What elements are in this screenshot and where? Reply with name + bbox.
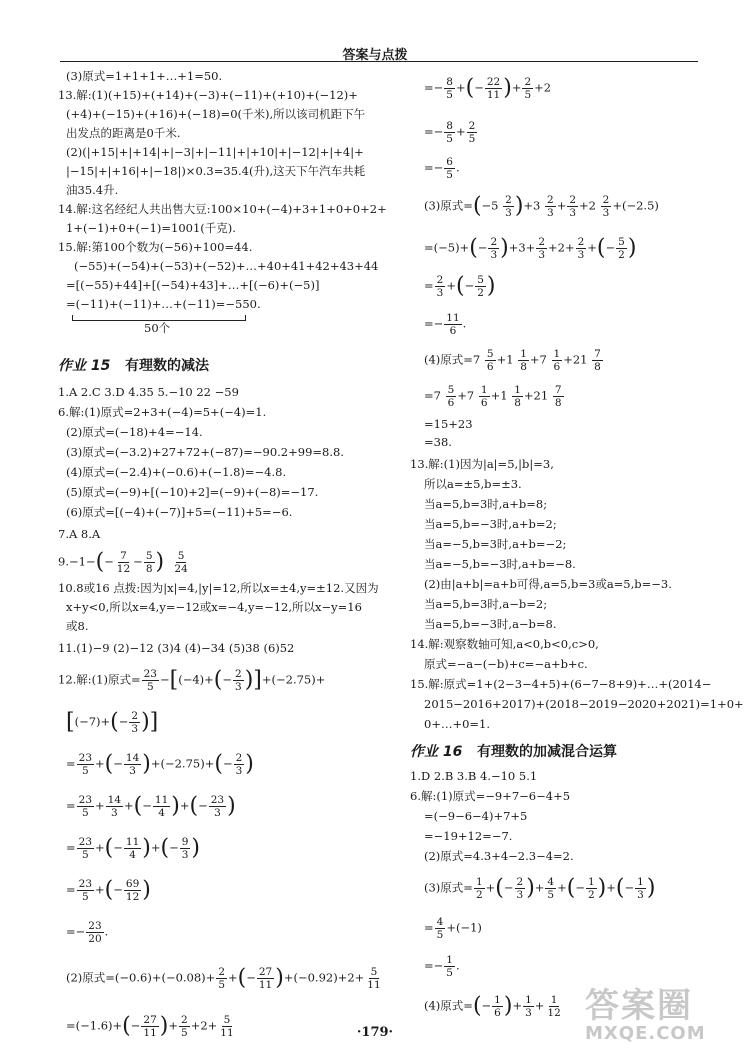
q14-line: 1+(−1)+0+(−1)=1001(千克). [66, 221, 236, 235]
underbrace-label: 50个 [144, 321, 171, 335]
q6-line: (2)原式=(−18)+4=−14. [66, 425, 203, 439]
r13-line: 当a=5,b=−3时,a−b=8. [424, 617, 557, 631]
r6-line: 6.解:(1)原式=−9+7−6−4+5 [410, 789, 571, 803]
q6-line: (5)原式=(−9)+[(−10)+2]=(−9)+(−8)=−17. [66, 485, 319, 499]
r6-line: (2)原式=4.3+4−2.3−4=2. [424, 849, 574, 863]
eq-line: =15+23 [424, 417, 473, 431]
eq-line: =− $\frac{8}{5}$ + $\frac{2}{5}$ [424, 120, 476, 145]
q12-line: =(−1.6)+(− $\frac{27}{11}$ )+ $\frac{2}{5}$ +2+ $\frac{5}{11}$ [66, 1013, 234, 1039]
eq-line: = $\frac{2}{3}$ +(− $\frac{5}{2}$ ) [424, 273, 496, 299]
q12-line: [(−7)+(− $\frac{2}{3}$ )] [66, 709, 159, 735]
r13-line: (2)由|a+b|=a+b可得,a=5,b=3或a=5,b=−3. [424, 577, 672, 591]
q10-line: 或8. [66, 619, 89, 633]
q10-line: 10.8或16 点拨:因为|x|=4,|y|=12,所以x=±4,y=±12.又因为 [58, 581, 379, 595]
eq-line: =(−5)+(− $\frac{2}{3}$ )+3+ $\frac{2}{3}$ +2+ $\frac{2}{3}$ +(− $\frac{5}{2}$ ) [424, 235, 637, 261]
r15-line: 0+…+0=1. [424, 717, 491, 731]
r15-line: 15.解:原式=1+(2−3−4+5)+(6−7−8+9)+…+(2014− [410, 677, 712, 691]
eq-line: =− $\frac{1}{5}$ . [424, 954, 460, 979]
r13-line: 当a=5,b=−3时,a+b=2; [424, 517, 557, 531]
q6-line: 6.解:(1)原式=2+3+(−4)=5+(−4)=1. [58, 405, 267, 419]
eq-line: (3)原式=(−5 $\frac{2}{3}$ )+3 $\frac{2}{3}$ + $\frac{2}{3}$ +2 $\frac{2}{3}$ +(−2.5) [424, 193, 659, 219]
r14-line: 原式=−a−(−b)+c=−a+b+c. [424, 657, 588, 671]
header-rule [60, 61, 698, 62]
section-heading-16 [410, 744, 617, 760]
q15-line: 15.解:第100个数为(−56)+100=44. [58, 240, 253, 254]
watermark-top: 答案圈 [585, 986, 693, 1026]
q13-line: (2)(|+15|+|+14|+|−3|+|−11|+|+10|+|−12|+|+4|+ [66, 145, 364, 159]
eq-line: =− $\frac{11}{6}$ . [424, 312, 467, 337]
r15-line: 2015−2016+2017)+(2018−2019−2020+2021)=1+0+ [424, 697, 744, 711]
answer-line: 11.(1)−9 (2)−12 (3)4 (4)−34 (5)38 (6)52 [58, 641, 295, 655]
q13-line: (+4)+(−15)+(+16)+(−18)=0(千米),所以该司机距下午 [66, 107, 366, 121]
answer-line: 7.A 8.A [58, 527, 101, 541]
r6-line: =(−9−6−4)+7+5 [424, 809, 528, 823]
r14-line: 14.解:观察数轴可知,a<0,b<0,c>0, [410, 637, 599, 651]
eq-line: =− $\frac{6}{5}$ . [424, 156, 460, 181]
eq-line: =− $\frac{8}{5}$ +(− $\frac{22}{11}$ )+ $\frac{2}{5}$ +2 [424, 75, 552, 101]
q13-line: 13.解:(1)(+15)+(+14)+(−3)+(−11)+(+10)+(−12)+ [58, 88, 358, 102]
answer-line: 1.D 2.B 3.B 4.−10 5.1 [410, 769, 538, 783]
q12-line: =− $\frac{23}{20}$ . [66, 920, 109, 945]
page-header [0, 0, 750, 63]
answer-line: 1.A 2.C 3.D 4.35 5.−10 22 −59 [58, 385, 239, 399]
q15-line: (−55)+(−54)+(−53)+(−52)+…+40+41+42+43+44 [74, 259, 379, 273]
eq-line: (4)原式=(− $\frac{1}{6}$ )+ $\frac{1}{3}$ + $\frac{1}{12}$ [424, 993, 561, 1019]
q6-line: (6)原式=[(−4)+(−7)]+5=(−11)+5=−6. [66, 505, 293, 519]
q12-prefix: 12.解:(1)原式= [58, 672, 141, 687]
q15-line: =(−11)+(−11)+…+(−11)=−550. [66, 297, 261, 311]
text-line: (3)原式=1+1+1+…+1=50. [66, 69, 223, 83]
section-label: 作业 16 [410, 744, 463, 760]
page-number: ·179· [356, 1025, 394, 1040]
q13-line: 油35.4升. [66, 183, 119, 197]
q12-line: = $\frac{23}{5}$ +(− $\frac{14}{3}$ )+(−2.75)+(− $\frac{2}{3}$ ) [66, 751, 254, 777]
section-heading-15 [58, 358, 209, 374]
eq-line: (3)原式= $\frac{1}{2}$ +(− $\frac{2}{3}$ )+ $\frac{4}{5}$ +(− $\frac{1}{2}$ )+(− $\frac{1}{3}$ ) [424, 875, 656, 901]
q13-line: 出发点的距离是0千米. [66, 126, 181, 140]
q12-line: = $\frac{23}{5}$ + $\frac{14}{3}$ +(− $\frac{11}{4}$ )+(− $\frac{23}{3}$ ) [66, 793, 236, 819]
r13-line: 当a=−5,b=−3时,a+b=−8. [424, 557, 576, 571]
q12-2-prefix: (2)原式=(−0.6)+(−0.08)+ [66, 970, 216, 985]
r13-line: 当a=5,b=3时,a−b=2; [424, 597, 548, 611]
eq-line: =7 $\frac{5}{6}$ +7 $\frac{1}{6}$ +1 $\frac{1}{8}$ +21 $\frac{7}{8}$ [424, 384, 562, 409]
header-title: 答案与点拨 [342, 48, 408, 63]
r6-line: =−19+12=−7. [424, 829, 513, 843]
q10-line: x+y<0,所以x=4,y=−12或x=−4,y=−12,所以x−y=16 [66, 600, 362, 614]
eq-line: = $\frac{4}{5}$ +(−1) [424, 916, 482, 941]
eq-line: (4)原式=7 $\frac{5}{6}$ +1 $\frac{1}{8}$ +7 $\frac{1}{6}$ +21 $\frac{7}{8}$ [424, 348, 601, 373]
eq-line: =38. [424, 435, 452, 449]
section-label: 作业 15 [58, 358, 111, 374]
q12-line: (2)原式=(−0.6)+(−0.08)+ $\frac{2}{5}$ +(− $\frac{27}{11}$ )+(−0.92)+2+ $\frac{5}{11}$ [66, 965, 381, 991]
watermark-bottom: MXQE.COM [585, 1023, 706, 1044]
q14-line: 14.解:这名经纪人共出售大豆:100×10+(−4)+3+1+0+0+2+ [58, 202, 387, 216]
q9-line: 9.−1−(− $\frac{7}{12}$ − $\frac{5}{8}$ ) $\frac{5}{24}$ [58, 549, 188, 575]
q6-line: (4)原式=(−2.4)+(−0.6)+(−1.8)=−4.8. [66, 465, 287, 479]
section-title: 有理数的加减混合运算 [476, 744, 617, 760]
q6-line: (3)原式=(−3.2)+27+72+(−87)=−90.2+99=8.8. [66, 445, 344, 459]
r13-line: 当a=5,b=3时,a+b=8; [424, 497, 548, 511]
q12-line: 12.解:(1)原式= $\frac{23}{5}$ −[(−4)+(− $\frac{2}{3}$ )]+(−2.75)+ [58, 667, 326, 693]
watermark-logo [585, 978, 735, 1048]
section-title: 有理数的减法 [124, 358, 209, 374]
r13-line: 当a=−5,b=3时,a+b=−2; [424, 537, 567, 551]
q12-line: = $\frac{23}{5}$ +(− $\frac{69}{12}$ ) [66, 877, 151, 903]
q13-line: |−15|+|+16|+|−18|)×0.3=35.4(升),这天下午汽车共耗 [66, 164, 366, 178]
q15-line: =[(−55)+44]+[(−54)+43]+…+[(−6)+(−5)] [66, 278, 320, 292]
q9-prefix: 9.−1− [58, 554, 96, 569]
r13-line: 13.解:(1)因为|a|=5,|b|=3, [410, 457, 554, 471]
r13-line: 所以a=±5,b=±3. [424, 477, 522, 491]
q12-line: = $\frac{23}{5}$ +(− $\frac{11}{4}$ )+(− $\frac{9}{3}$ ) [66, 835, 201, 861]
